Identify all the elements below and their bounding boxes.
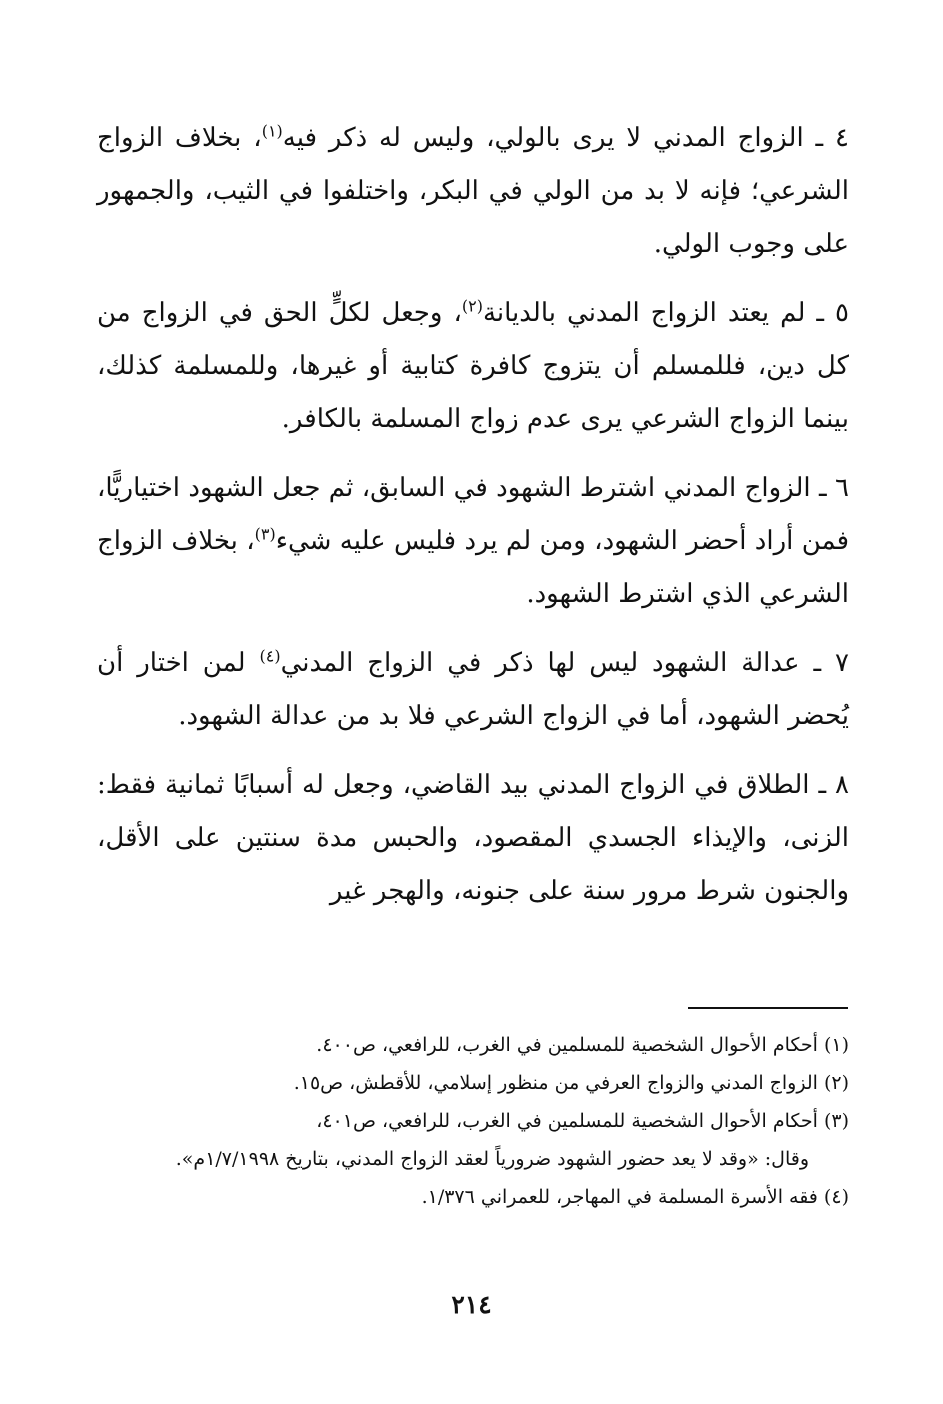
paragraph-4-text-start: ٤ ـ الزواج المدني لا يرى بالولي، وليس له ذكر فيه	[282, 123, 849, 153]
paragraph-8-text: ٨ ـ الطلاق في الزواج المدني بيد القاضي، وجعل له أسبابًا ثمانية فقط: الزنى، والإيذاء الجسدي المقصود، والحبس مدة سنتين على الأقل، والجنون شرط مرور سنة على جنونه، والهجر غير	[97, 770, 849, 906]
paragraph-7-text-end: لمن اختار أن يُحضر الشهود، أما في الزواج الشرعي فلا بد من عدالة الشهود.	[97, 648, 849, 731]
paragraph-7	[97, 637, 849, 743]
main-text	[97, 112, 849, 918]
footnote-ref-2[interactable]: (٢)	[461, 296, 483, 316]
footnote-separator	[688, 1007, 848, 1009]
footnote-3: (٣) أحكام الأحوال الشخصية للمسلمين في الغرب، للرافعي، ص٤٠١،	[316, 1110, 849, 1132]
footnote-ref-1[interactable]: (١)	[261, 121, 283, 141]
footnote-2: (٢) الزواج المدني والزواج العرفي من منظور إسلامي، للأقطش، ص١٥.	[293, 1072, 849, 1094]
paragraph-5-text-start: ٥ ـ لم يعتد الزواج المدني بالديانة	[482, 298, 849, 328]
paragraph-5	[97, 287, 849, 446]
footnote-ref-4[interactable]: (٤)	[259, 646, 281, 666]
paragraph-6	[97, 462, 849, 621]
footnote-1: (١) أحكام الأحوال الشخصية للمسلمين في الغرب، للرافعي، ص٤٠٠.	[316, 1034, 849, 1056]
paragraph-6-text-end: ، بخلاف الزواج الشرعي الذي اشترط الشهود.	[97, 526, 849, 609]
paragraph-4-text-end: ، بخلاف الزواج الشرعي؛ فإنه لا بد من الولي في البكر، واختلفوا في الثيب، والجمهور على وجوب الولي.	[97, 123, 849, 259]
paragraph-8	[97, 759, 849, 918]
paragraph-6-text-start: ٦ ـ الزواج المدني اشترط الشهود في السابق، ثم جعل الشهود اختياريًّا، فمن أراد أحضر الشهود، ومن لم يرد فليس عليه شيء	[97, 473, 849, 556]
footnote-3-continuation: وقال: «وقد لا يعد حضور الشهود ضرورياً لعقد الزواج المدني، بتاريخ ١/٧/١٩٩٨م».	[175, 1148, 809, 1170]
paragraph-4	[97, 112, 849, 271]
paragraph-7-text-start: ٧ ـ عدالة الشهود ليس لها ذكر في الزواج المدني	[280, 648, 849, 678]
paragraph-5-text-end: ، وجعل لكلٍّ الحق في الزواج من كل دين، فللمسلم أن يتزوج كافرة كتابية أو غيرها، وللمسلمة كذلك، بينما الزواج الشرعي يرى عدم زواج المسلمة بالكافر.	[97, 298, 849, 434]
footnotes	[97, 1026, 849, 1216]
page-number: ٢١٤	[451, 1290, 492, 1319]
footnote-4: (٤) فقه الأسرة المسلمة في المهاجر، للعمراني ١/٣٧٦.	[421, 1186, 849, 1208]
footnote-ref-3[interactable]: (٣)	[254, 524, 276, 544]
